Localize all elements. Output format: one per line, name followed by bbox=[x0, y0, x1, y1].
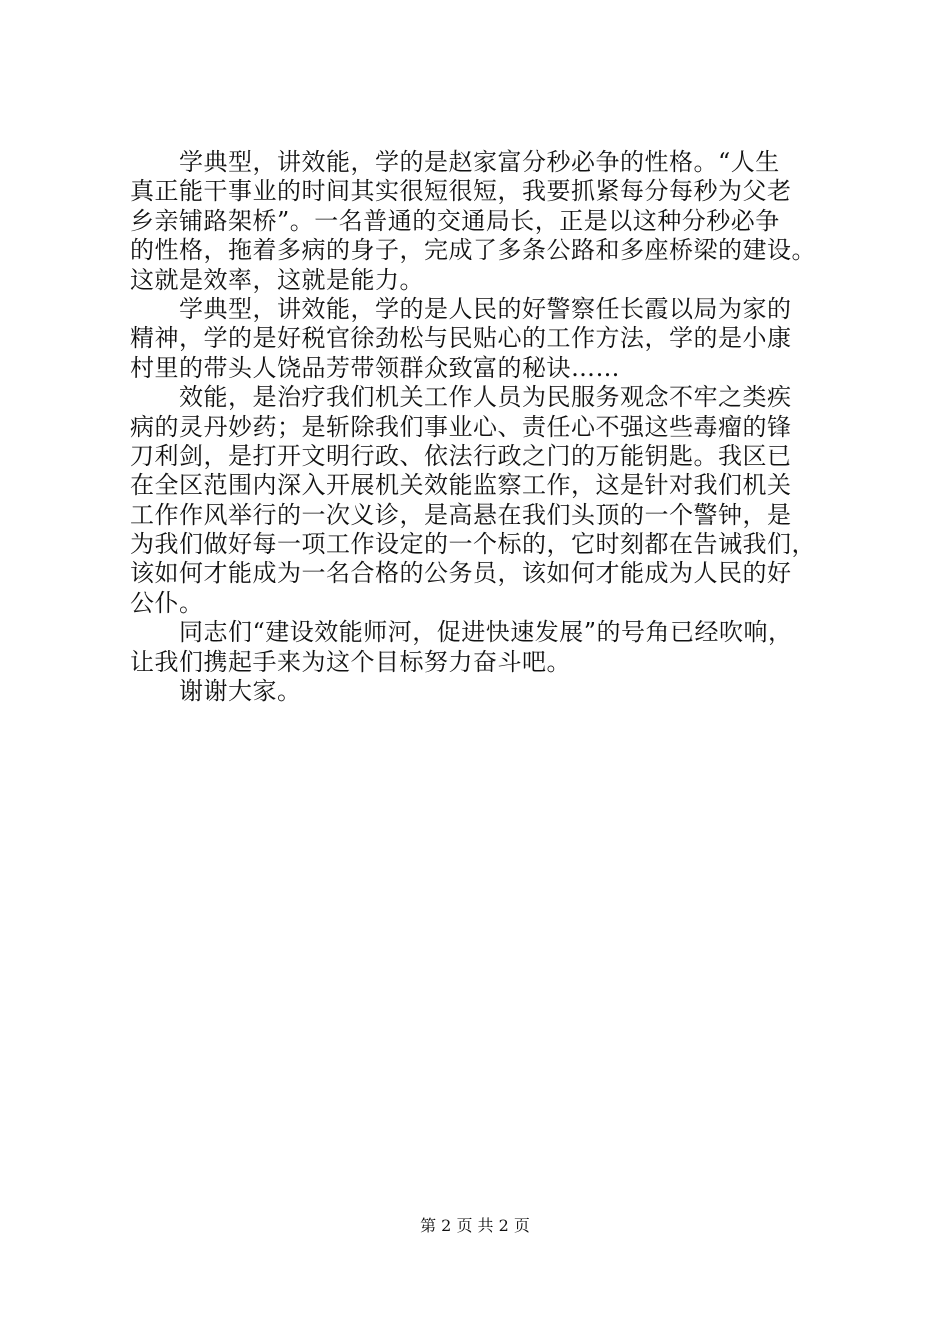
text-line: 工作作风举行的一次义诊，是高悬在我们头顶的一个警钟，是 bbox=[130, 500, 792, 529]
text-line: 公仆。 bbox=[130, 588, 204, 617]
text-line: 村里的带头人饶品芳带领群众致富的秘诀…… bbox=[130, 353, 620, 382]
text-line: 精神，学的是好税官徐劲松与民贴心的工作方法，学的是小康 bbox=[130, 324, 792, 353]
text-line: 学典型，讲效能，学的是赵家富分秒必争的性格。“人生 bbox=[130, 148, 780, 176]
text-line: 真正能干事业的时间其实很短很短，我要抓紧每分每秒为父老 bbox=[130, 177, 792, 206]
page-footer bbox=[0, 1216, 950, 1236]
text-line: 病的灵丹妙药；是斩除我们事业心、责任心不强这些毒瘤的锋 bbox=[130, 412, 792, 441]
page-number: 第 2 页 共 2 页 bbox=[420, 1216, 530, 1235]
text-line: 刀利剑，是打开文明行政、依法行政之门的万能钥匙。我区已 bbox=[130, 441, 792, 470]
text-line: 乡亲铺路架桥”。一名普通的交通局长，正是以这种分秒必争 bbox=[130, 206, 780, 235]
body-text bbox=[130, 148, 834, 706]
text-line: 的性格，拖着多病的身子，完成了多条公路和多座桥梁的建设。 bbox=[130, 236, 816, 265]
text-line: 学典型，讲效能，学的是人民的好警察任长霞以局为家的 bbox=[130, 294, 792, 323]
text-line: 让我们携起手来为这个目标努力奋斗吧。 bbox=[130, 647, 571, 676]
text-line: 效能，是治疗我们机关工作人员为民服务观念不牢之类疾 bbox=[130, 383, 792, 412]
text-line: 在全区范围内深入开展机关效能监察工作，这是针对我们机关 bbox=[130, 471, 792, 500]
text-line: 该如何才能成为一名合格的公务员，该如何才能成为人民的好 bbox=[130, 559, 792, 588]
text-line: 这就是效率，这就是能力。 bbox=[130, 265, 424, 294]
text-line: 谢谢大家。 bbox=[130, 677, 302, 706]
text-line: 为我们做好每一项工作设定的一个标的，它时刻都在告诫我们， bbox=[130, 530, 816, 559]
text-line: 同志们“建设效能师河，促进快速发展”的号角已经吹响， bbox=[130, 618, 793, 647]
